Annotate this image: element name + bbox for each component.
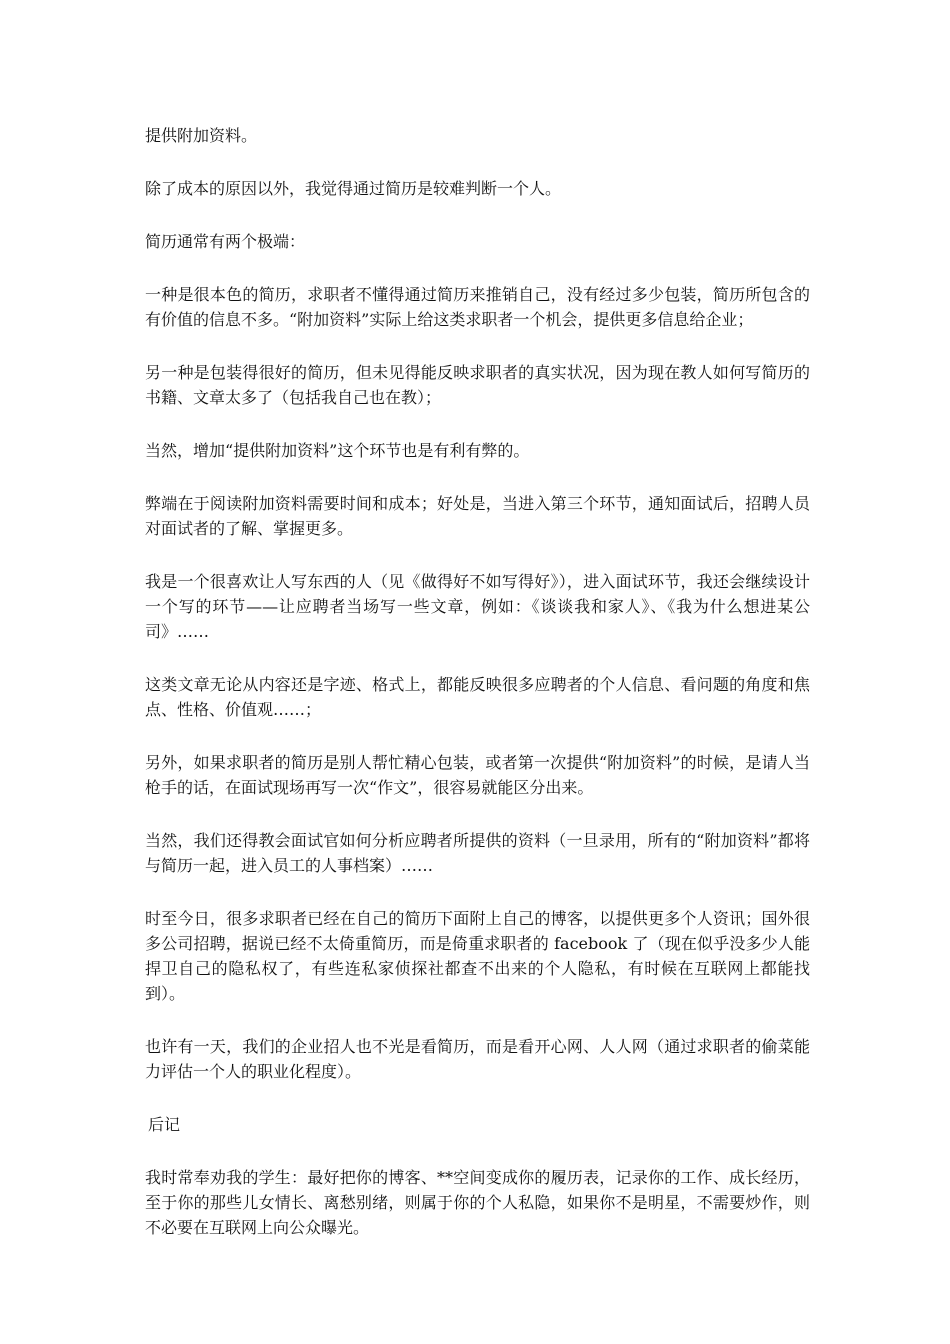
paragraph: 当然，我们还得教会面试官如何分析应聘者所提供的资料（一旦录用，所有的“附加资料”都将与简历一起，进入员工的人事档案）…… <box>145 831 810 875</box>
paragraph: 另一种是包装得很好的简历，但未见得能反映求职者的真实状况，因为现在教人如何写简历的书籍、文章太多了（包括我自己也在教）； <box>145 363 810 407</box>
paragraph: 我时常奉劝我的学生：最好把你的博客、**空间变成你的履历表，记录你的工作、成长经历，至于你的那些儿女情长、离愁别绪，则属于你的个人私隐，如果你不是明星，不需要炒作，则不必要在互联网上向公众曝光。 <box>145 1168 810 1237</box>
document-body <box>145 123 810 1268</box>
paragraph: 也许有一天，我们的企业招人也不光是看简历，而是看开心网、人人网（通过求职者的偷菜能力评估一个人的职业化程度）。 <box>145 1037 810 1081</box>
paragraph: 另外，如果求职者的简历是别人帮忙精心包装，或者第一次提供“附加资料”的时候，是请人当枪手的话，在面试现场再写一次“作文”，很容易就能区分出来。 <box>145 753 810 797</box>
paragraph: 我是一个很喜欢让人写东西的人（见《做得好不如写得好》），进入面试环节，我还会继续设计一个写的环节——让应聘者当场写一些文章，例如：《谈谈我和家人》、《我为什么想进某公司》…… <box>145 572 810 641</box>
paragraph: 除了成本的原因以外，我觉得通过简历是较难判断一个人。 <box>145 179 562 198</box>
section-heading: 后记 <box>148 1115 181 1134</box>
paragraph: 这类文章无论从内容还是字迹、格式上，都能反映很多应聘者的个人信息、看问题的角度和焦点、性格、价值观……； <box>145 675 810 719</box>
paragraph: 提供附加资料。 <box>145 126 258 145</box>
paragraph: 简历通常有两个极端： <box>145 232 306 251</box>
paragraph: 当然，增加“提供附加资料”这个环节也是有利有弊的。 <box>145 441 530 460</box>
paragraph: 时至今日，很多求职者已经在自己的简历下面附上自己的博客，以提供更多个人资讯；国外很多公司招聘，据说已经不太倚重简历，而是倚重求职者的 facebook 了（现在似乎没多少人能捍卫自己的隐私权了，有些连私家侦探社都查不出来的个人隐私，有时候在互联网上都能找到）。 <box>145 909 810 1003</box>
paragraph: 一种是很本色的简历，求职者不懂得通过简历来推销自己，没有经过多少包装，简历所包含的有价值的信息不多。“附加资料”实际上给这类求职者一个机会，提供更多信息给企业； <box>145 285 810 329</box>
paragraph: 弊端在于阅读附加资料需要时间和成本；好处是，当进入第三个环节，通知面试后，招聘人员对面试者的了解、掌握更多。 <box>145 494 810 538</box>
